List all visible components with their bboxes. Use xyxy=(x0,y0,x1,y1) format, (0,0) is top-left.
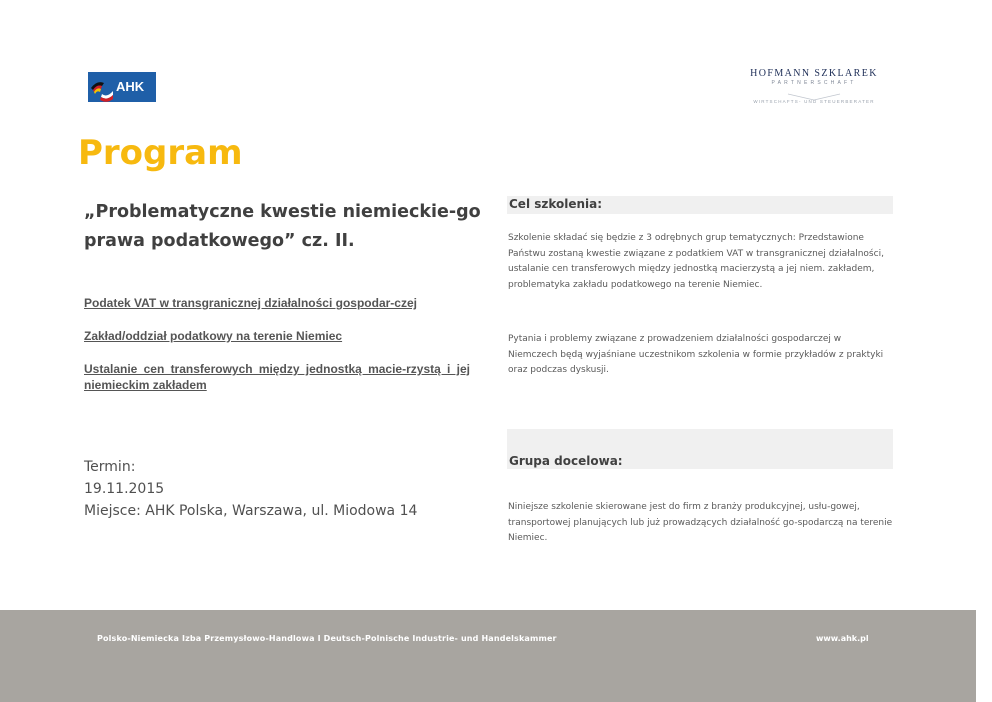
hofmann-logo-name: HOFMANN SZKLAREK xyxy=(750,68,878,79)
event-date: 19.11.2015 xyxy=(84,481,165,497)
cel-section-header xyxy=(507,196,893,214)
footer-text: Polsko-Niemiecka Izba Przemysłowo-Handlowa I Deutsch-Polnische Industrie- und Handelskammer xyxy=(97,634,557,643)
program-subtitle: „Problematyczne kwestie niemieckie-go prawa podatkowego” cz. II. xyxy=(84,202,481,251)
grupa-section-header xyxy=(507,429,893,469)
topic-item: Ustalanie cen transferowych między jednostką macie-rzystą i jej niemieckim zakładem xyxy=(84,362,470,392)
cel-paragraph: Szkolenie składać się będzie z 3 odrębnych grup tematycznych: Przedstawione Państwu zostaną kwestie związane z podatkiem VAT w transgranicznej działalności, ustalanie cen transferowych między jednostką macierzystą a jej niem. zakładem, problematyka zakładu podatkowego na terenie Niemiec. xyxy=(508,233,884,290)
topic-list xyxy=(84,295,470,410)
footer xyxy=(0,610,976,702)
hofmann-szklarek-logo xyxy=(748,68,880,104)
event-info xyxy=(84,456,494,522)
hofmann-logo-tagline: WIRTSCHAFTS- UND STEUERBERATER xyxy=(753,99,875,104)
event-place: Miejsce: AHK Polska, Warszawa, ul. Miodowa 14 xyxy=(84,503,418,519)
ahk-logo-text: AHK xyxy=(116,72,156,102)
hofmann-logo-sub: PARTNERSCHAFT xyxy=(771,80,857,86)
topic-item: Podatek VAT w transgranicznej działalności gospodar-czej xyxy=(84,296,417,310)
footer-link[interactable]: www.ahk.pl xyxy=(816,634,869,643)
grupa-section-title: Grupa docelowa: xyxy=(509,454,623,468)
grupa-paragraph: Niniejsze szkolenie skierowane jest do firm z branży produkcyjnej, usłu-gowej, transportowej planujących lub już prowadzących działalność go-spodarczą na terenie Niemiec. xyxy=(508,502,893,544)
page-title: Program xyxy=(78,133,243,173)
german-flag-icon xyxy=(88,72,116,102)
ahk-logo xyxy=(88,72,156,102)
cel-paragraph: Pytania i problemy związane z prowadzeniem działalności gospodarczej w Niemczech będą wyjaśniane uczestnikom szkolenia w formie przykładów z praktyki oraz podczas dyskusji. xyxy=(508,334,884,376)
topic-item: Zakład/oddział podatkowy na terenie Niemiec xyxy=(84,329,343,343)
termin-label: Termin: xyxy=(84,459,136,475)
chevron-ornament-icon xyxy=(748,87,880,97)
cel-section-title: Cel szkolenia: xyxy=(509,197,603,211)
